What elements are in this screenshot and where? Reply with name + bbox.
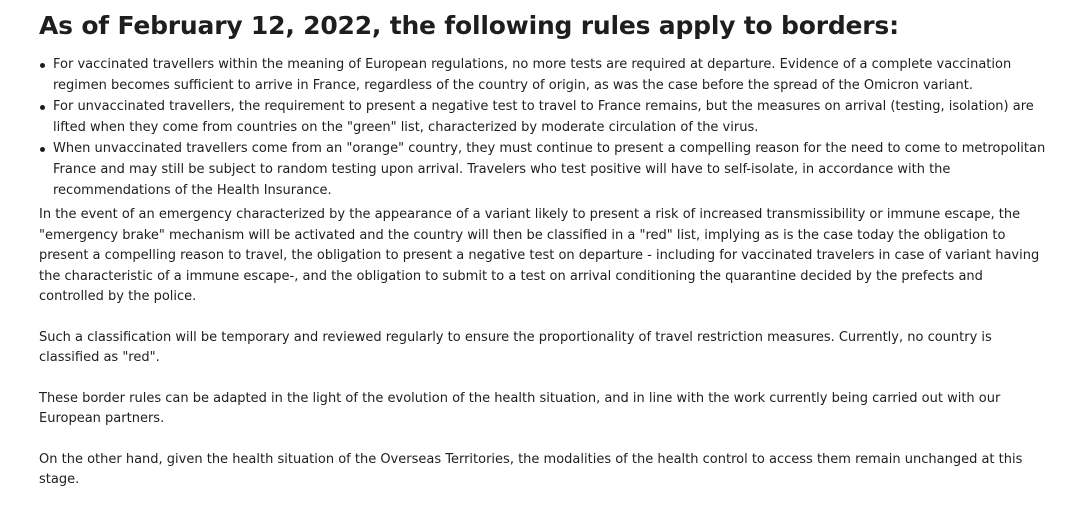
paragraph-emergency-brake: In the event of an emergency characterized by the appearance of a variant likely to present a risk of increased transmissibility or immune escape, the "emergency brake" mechanism will be activated and the country will then be classified in a "red" list, implying as is the case today the obligation to present a compelling reason to travel, the obligation to present a negative test on departure - including for vaccinated travelers in case of variant having the characteristic of a immune escape-, and the obligation to submit to a test on arrival conditioning the quarantine decided by the prefects and controlled by the police. (39, 207, 1040, 304)
paragraph-overseas-territories: On the other hand, given the health situation of the Overseas Territories, the modalities of the health control to access them remain unchanged at this stage. (39, 451, 1023, 487)
paragraph-red-classification: Such a classification will be temporary and reviewed regularly to ensure the proportionality of travel restriction measures. Currently, no country is classified as "red". (39, 329, 992, 365)
rule-vaccinated-travellers: For vaccinated travellers within the meaning of European regulations, no more tests are required at departure. Evidence of a complete vaccination regimen becomes sufficient to arrive in France, regardless of the country of origin, as was the case before the spread of the Omicron variant. (39, 54, 1050, 96)
paragraph-adaptation: These border rules can be adapted in the light of the evolution of the health situation, and in line with the work currently being carried out with our European partners. (39, 390, 1001, 426)
page-title: As of February 12, 2022, the following rules apply to borders: (39, 11, 899, 40)
rules-list (39, 54, 1050, 201)
rule-unvaccinated-green: For unvaccinated travellers, the requirement to present a negative test to travel to France remains, but the measures on arrival (testing, isolation) are lifted when they come from countries on the "green" list, characterized by moderate circulation of the virus. (39, 96, 1050, 138)
rule-unvaccinated-orange: When unvaccinated travellers come from an "orange" country, they must continue to present a compelling reason for the need to come to metropolitan France and may still be subject to random testing upon arrival. Travelers who test positive will have to self-isolate, in accordance with the recommendations of the Health Insurance. (39, 138, 1050, 201)
